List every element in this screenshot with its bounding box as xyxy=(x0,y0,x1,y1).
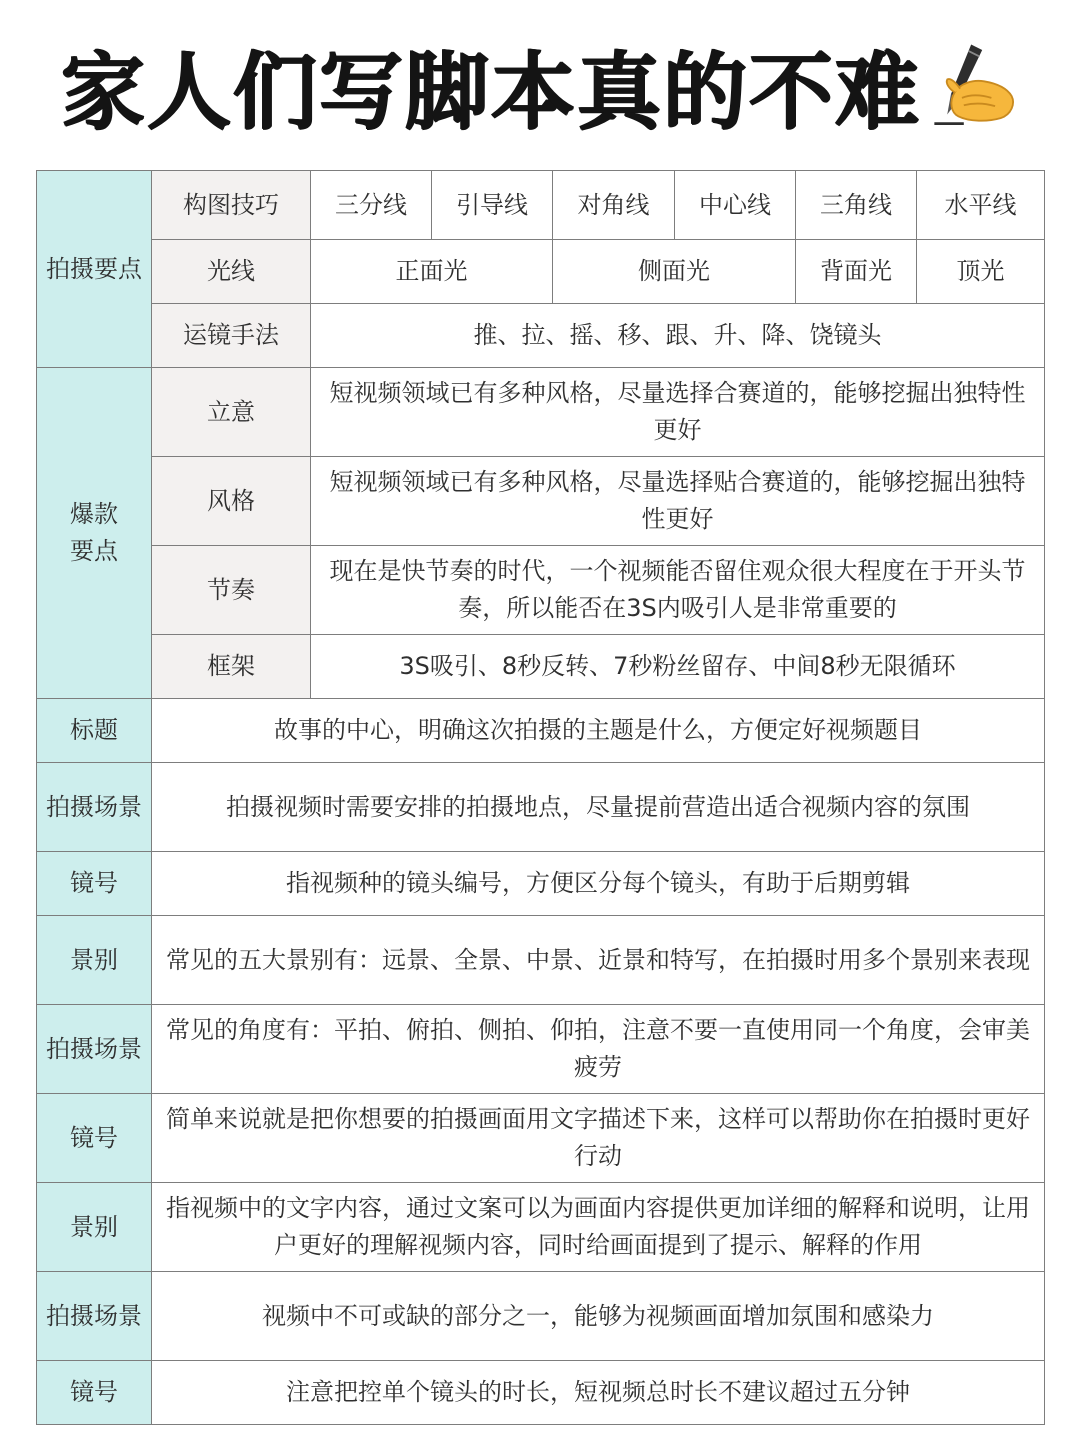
light-item: 背面光 xyxy=(796,240,917,304)
light-item: 正面光 xyxy=(311,240,553,304)
viral-row-label: 节奏 xyxy=(152,546,311,635)
light-item: 侧面光 xyxy=(553,240,796,304)
row-label: 拍摄场景 xyxy=(37,763,152,852)
title-bar xyxy=(0,0,1080,170)
row-value: 指视频中的文字内容，通过文案可以为画面内容提供更加详细的解释和说明，让用户更好的理解视频内容，同时给画面提到了提示、解释的作用 xyxy=(152,1183,1045,1272)
script-row xyxy=(37,852,1045,916)
script-row xyxy=(37,1183,1045,1272)
viral-row-label: 立意 xyxy=(152,368,311,457)
script-row xyxy=(37,1272,1045,1361)
row-value: 拍摄视频时需要安排的拍摄地点，尽量提前营造出适合视频内容的氛围 xyxy=(152,763,1045,852)
viral-row xyxy=(37,368,1045,457)
light-row xyxy=(37,240,1045,304)
composition-item: 对角线 xyxy=(553,171,675,240)
row-value: 常见的五大景别有：远景、全景、中景、近景和特写，在拍摄时用多个景别来表现 xyxy=(152,916,1045,1005)
composition-item: 引导线 xyxy=(432,171,553,240)
composition-row xyxy=(37,171,1045,240)
viral-row xyxy=(37,546,1045,635)
script-table xyxy=(36,170,1045,1425)
row-value: 故事的中心，明确这次拍摄的主题是什么，方便定好视频题目 xyxy=(152,699,1045,763)
viral-row-value: 现在是快节奏的时代，一个视频能否留住观众很大程度在于开头节奏，所以能否在3S内吸引人是非常重要的 xyxy=(311,546,1045,635)
row-label: 标题 xyxy=(37,699,152,763)
composition-item: 中心线 xyxy=(675,171,796,240)
row-value: 注意把控单个镜头的时长，短视频总时长不建议超过五分钟 xyxy=(152,1361,1045,1425)
script-row xyxy=(37,1361,1045,1425)
page-title: 家人们写脚本真的不难 xyxy=(60,42,921,141)
category-shooting-points: 拍摄要点 xyxy=(37,171,152,368)
row-value: 简单来说就是把你想要的拍摄画面用文字描述下来，这样可以帮助你在拍摄时更好行动 xyxy=(152,1094,1045,1183)
viral-row-label: 风格 xyxy=(152,457,311,546)
composition-item: 三角线 xyxy=(796,171,917,240)
row-label: 景别 xyxy=(37,1183,152,1272)
script-row xyxy=(37,1005,1045,1094)
camera-row xyxy=(37,304,1045,368)
composition-item: 三分线 xyxy=(311,171,432,240)
viral-row-value: 3S吸引、8秒反转、7秒粉丝留存、中间8秒无限循环 xyxy=(311,635,1045,699)
script-row xyxy=(37,1094,1045,1183)
viral-row-value: 短视频领域已有多种风格，尽量选择贴合赛道的，能够挖掘出独特性更好 xyxy=(311,457,1045,546)
row-label: 拍摄场景 xyxy=(37,1272,152,1361)
viral-row-label: 框架 xyxy=(152,635,311,699)
light-label: 光线 xyxy=(152,240,311,304)
composition-item: 水平线 xyxy=(917,171,1045,240)
row-value: 常见的角度有：平拍、俯拍、侧拍、仰拍，注意不要一直使用同一个角度，会审美疲劳 xyxy=(152,1005,1045,1094)
script-row xyxy=(37,763,1045,852)
row-label: 镜号 xyxy=(37,1361,152,1425)
camera-value: 推、拉、摇、移、跟、升、降、饶镜头 xyxy=(311,304,1045,368)
script-row xyxy=(37,916,1045,1005)
row-label: 镜号 xyxy=(37,852,152,916)
row-label: 拍摄场景 xyxy=(37,1005,152,1094)
row-label: 景别 xyxy=(37,916,152,1005)
writing-hand-icon xyxy=(927,39,1019,131)
row-value: 指视频种的镜头编号，方便区分每个镜头，有助于后期剪辑 xyxy=(152,852,1045,916)
script-row xyxy=(37,699,1045,763)
viral-row xyxy=(37,457,1045,546)
row-value: 视频中不可或缺的部分之一，能够为视频画面增加氛围和感染力 xyxy=(152,1272,1045,1361)
viral-row xyxy=(37,635,1045,699)
camera-label: 运镜手法 xyxy=(152,304,311,368)
row-label: 镜号 xyxy=(37,1094,152,1183)
viral-row-value: 短视频领域已有多种风格，尽量选择合赛道的，能够挖掘出独特性更好 xyxy=(311,368,1045,457)
category-viral-points: 爆款 要点 xyxy=(37,368,152,699)
composition-label: 构图技巧 xyxy=(152,171,311,240)
light-item: 顶光 xyxy=(917,240,1045,304)
